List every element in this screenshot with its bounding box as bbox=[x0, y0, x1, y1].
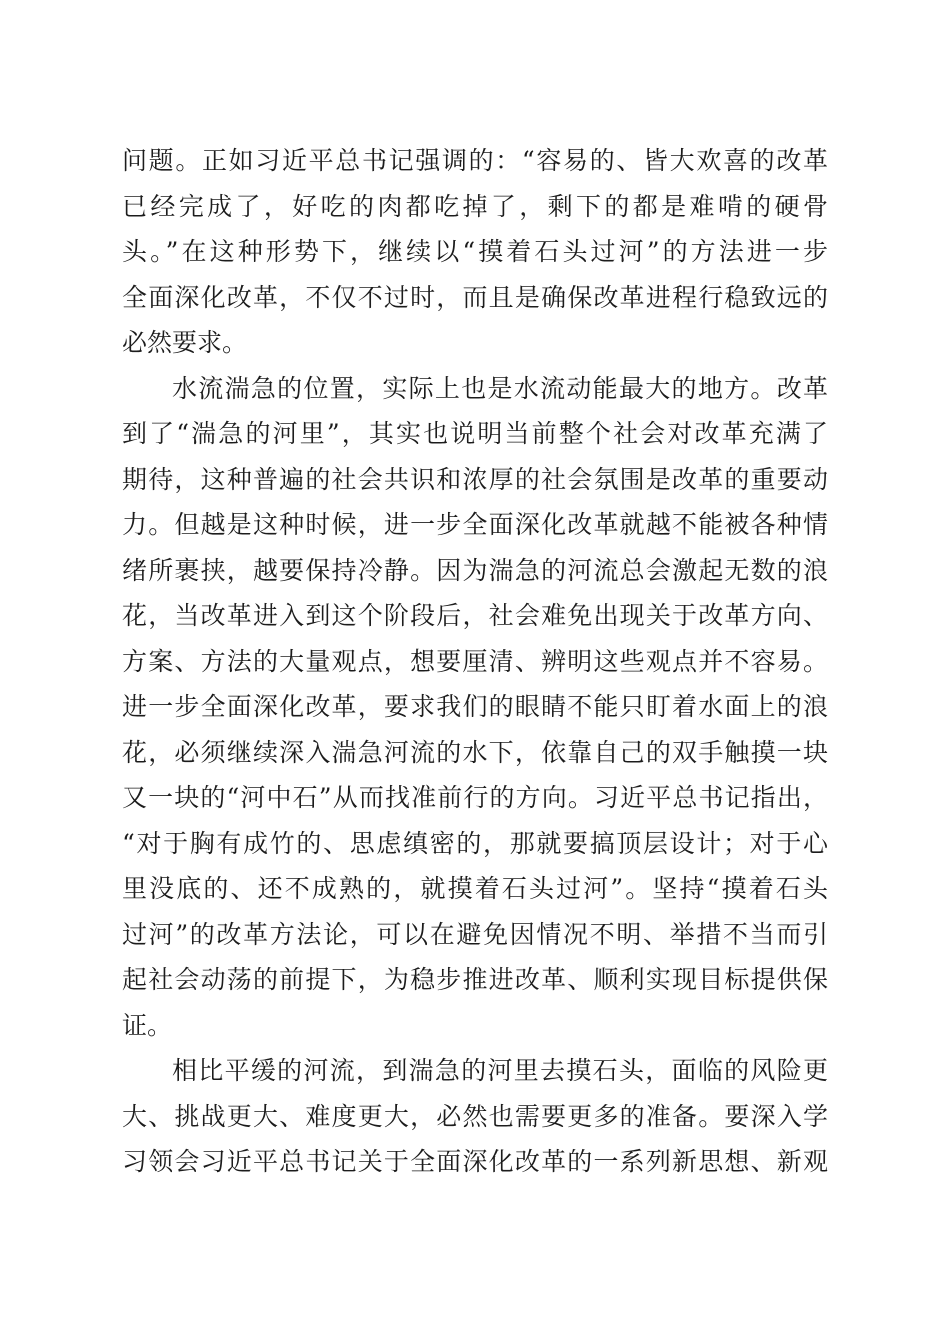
text-line: 到了“湍急的河里”，其实也说明当前整个社会对改革充满了 bbox=[122, 419, 828, 448]
text-line: 必然要求。 bbox=[122, 328, 248, 357]
text-line: 全面深化改革，不仅不过时，而且是确保改革进程行稳致远的 bbox=[122, 282, 828, 312]
text-line: 大、挑战更大、难度更大，必然也需要更多的准备。要深入学 bbox=[122, 1101, 828, 1131]
text-line: 进一步全面深化改革，要求我们的眼睛不能只盯着水面上的浪 bbox=[122, 692, 828, 721]
text-line: 里没底的、还不成熟的，就摸着石头过河”。坚持“摸着石头 bbox=[122, 874, 828, 903]
text-line: 花，必须继续深入湍急河流的水下，依靠自己的双手触摸一块 bbox=[122, 737, 828, 767]
text-line: 期待，这种普遍的社会共识和浓厚的社会氛围是改革的重要动 bbox=[122, 464, 828, 494]
text-line: 已经完成了，好吃的肉都吃掉了，剩下的都是难啃的硬骨 bbox=[122, 191, 828, 221]
text-line: 头。”在这种形势下，继续以“摸着石头过河”的方法进一步 bbox=[122, 237, 828, 266]
text-line: 问题。正如习近平总书记强调的：“容易的、皆大欢喜的改革 bbox=[122, 146, 828, 175]
text-line: 起社会动荡的前提下，为稳步推进改革、顺利实现目标提供保 bbox=[122, 965, 828, 994]
text-line: 力。但越是这种时候，进一步全面深化改革就越不能被各种情 bbox=[122, 510, 828, 539]
paragraph-3 bbox=[122, 1048, 828, 1185]
text-line: 证。 bbox=[122, 1010, 173, 1040]
text-line: 相比平缓的河流，到湍急的河里去摸石头，面临的风险更 bbox=[172, 1056, 828, 1085]
text-line: 又一块的“河中石”从而找准前行的方向。习近平总书记指出， bbox=[122, 783, 828, 812]
text-line: 绪所裹挟，越要保持冷静。因为湍急的河流总会激起无数的浪 bbox=[122, 555, 828, 585]
text-line: 习领会习近平总书记关于全面深化改革的一系列新思想、新观 bbox=[122, 1147, 828, 1176]
paragraph-2 bbox=[122, 366, 828, 1049]
text-line: 水流湍急的位置，实际上也是水流动能最大的地方。改革 bbox=[172, 373, 828, 403]
text-line: 方案、方法的大量观点，想要厘清、辨明这些观点并不容易。 bbox=[122, 646, 828, 676]
document-body bbox=[122, 138, 828, 1185]
text-line: 花，当改革进入到这个阶段后，社会难免出现关于改革方向、 bbox=[122, 601, 828, 630]
text-line: 过河”的改革方法论，可以在避免因情况不明、举措不当而引 bbox=[122, 919, 828, 949]
paragraph-1 bbox=[122, 138, 828, 366]
text-line: “对于胸有成竹的、思虑缜密的，那就要搞顶层设计；对于心 bbox=[122, 828, 828, 858]
